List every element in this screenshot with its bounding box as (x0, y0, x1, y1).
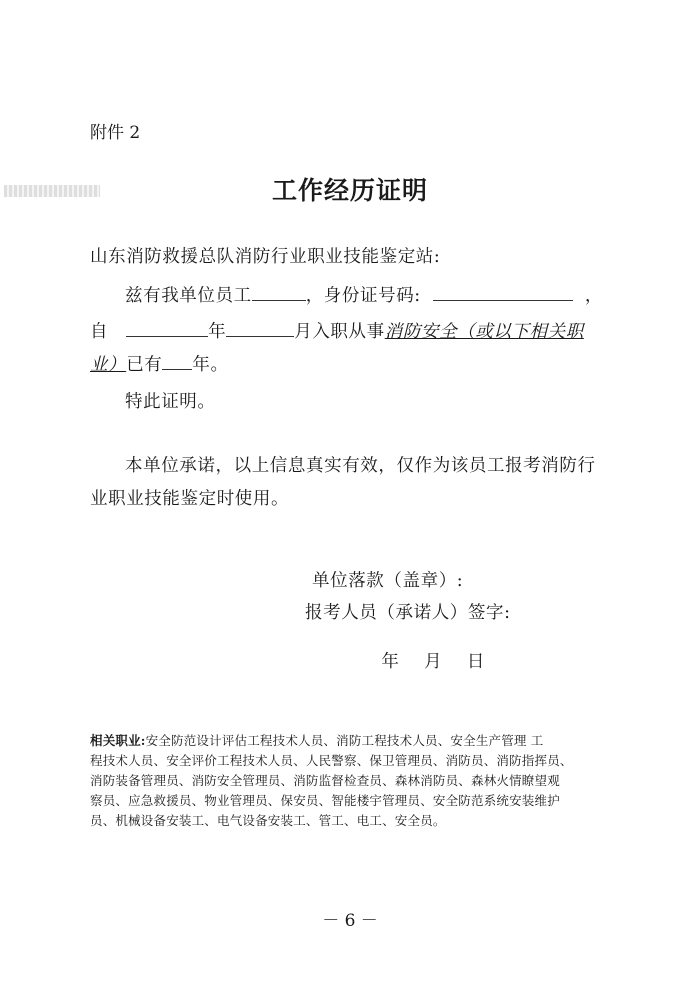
promise-line-1 (125, 452, 596, 477)
related-jobs-line-2: 程技术人员、安全评价工程技术人员、人民警察、保卫管理员、消防员、消防指挥员、 (90, 753, 573, 768)
promise-line-2 (90, 485, 289, 510)
promise-text-2: 业职业技能鉴定时使用。 (90, 489, 290, 509)
related-jobs-line-1: 安全防范设计评估工程技术人员、消防工程技术人员、安全生产管理 工 (145, 733, 544, 748)
certify-line (125, 388, 216, 413)
start-year-blank[interactable] (126, 318, 208, 337)
from-text: 自 (90, 322, 109, 342)
years-count-blank[interactable] (162, 351, 192, 370)
certify-text: 特此证明。 (125, 392, 216, 412)
applicant-signature-line (305, 599, 511, 624)
related-jobs-note (90, 731, 573, 831)
date-line (369, 628, 485, 673)
id-label: ，身份证号码: (305, 286, 421, 306)
years-text: 年。 (192, 355, 229, 375)
employment-line-2 (90, 351, 229, 376)
job-field-underlined: 消防安全（或以下相关职 (384, 322, 584, 342)
attachment-label: 附件 2 (90, 123, 141, 143)
employee-name-blank[interactable] (252, 282, 306, 301)
applicant-sign-text: 报考人员（承诺人）签字: (305, 603, 511, 623)
unit-signature-line (312, 567, 463, 592)
date-text: 年 月 日 (381, 652, 485, 672)
related-jobs-line-4: 察员、应急救援员、物业管理员、保安员、智能楼宇管理员、安全防范系统安装维护 (90, 793, 560, 808)
related-jobs-line-3: 消防装备管理员、消防安全管理员、消防监督检查员、森林消防员、森林火情瞭望观 (90, 773, 560, 788)
document-title: 工作经历证明 (271, 176, 428, 205)
recipient-line (90, 243, 440, 268)
month-entry-text: 月入职从事 (294, 322, 385, 342)
employee-id-line (125, 282, 603, 307)
job-field-underlined-cont: 业） (90, 355, 127, 375)
employee-text: 兹有我单位员工 (125, 286, 252, 306)
year-text: 年 (208, 322, 227, 342)
related-jobs-label: 相关职业: (90, 733, 146, 748)
start-month-blank[interactable] (226, 318, 294, 337)
unit-seal-text: 单位落款（盖章）: (312, 571, 464, 591)
id-number-blank[interactable] (433, 282, 573, 301)
promise-text-1: 本单位承诺，以上信息真实有效，仅作为该员工报考消防行 (125, 456, 596, 476)
related-jobs-line-5: 员、机械设备安装工、电气设备安装工、管工、电工、安全员。 (90, 813, 446, 828)
employment-line-1 (90, 318, 584, 343)
page-number: － 6 － (322, 911, 378, 931)
comma-text: ， (584, 286, 603, 306)
has-text: 已有 (126, 355, 163, 375)
recipient-text: 山东消防救援总队消防行业职业技能鉴定站: (90, 247, 441, 267)
